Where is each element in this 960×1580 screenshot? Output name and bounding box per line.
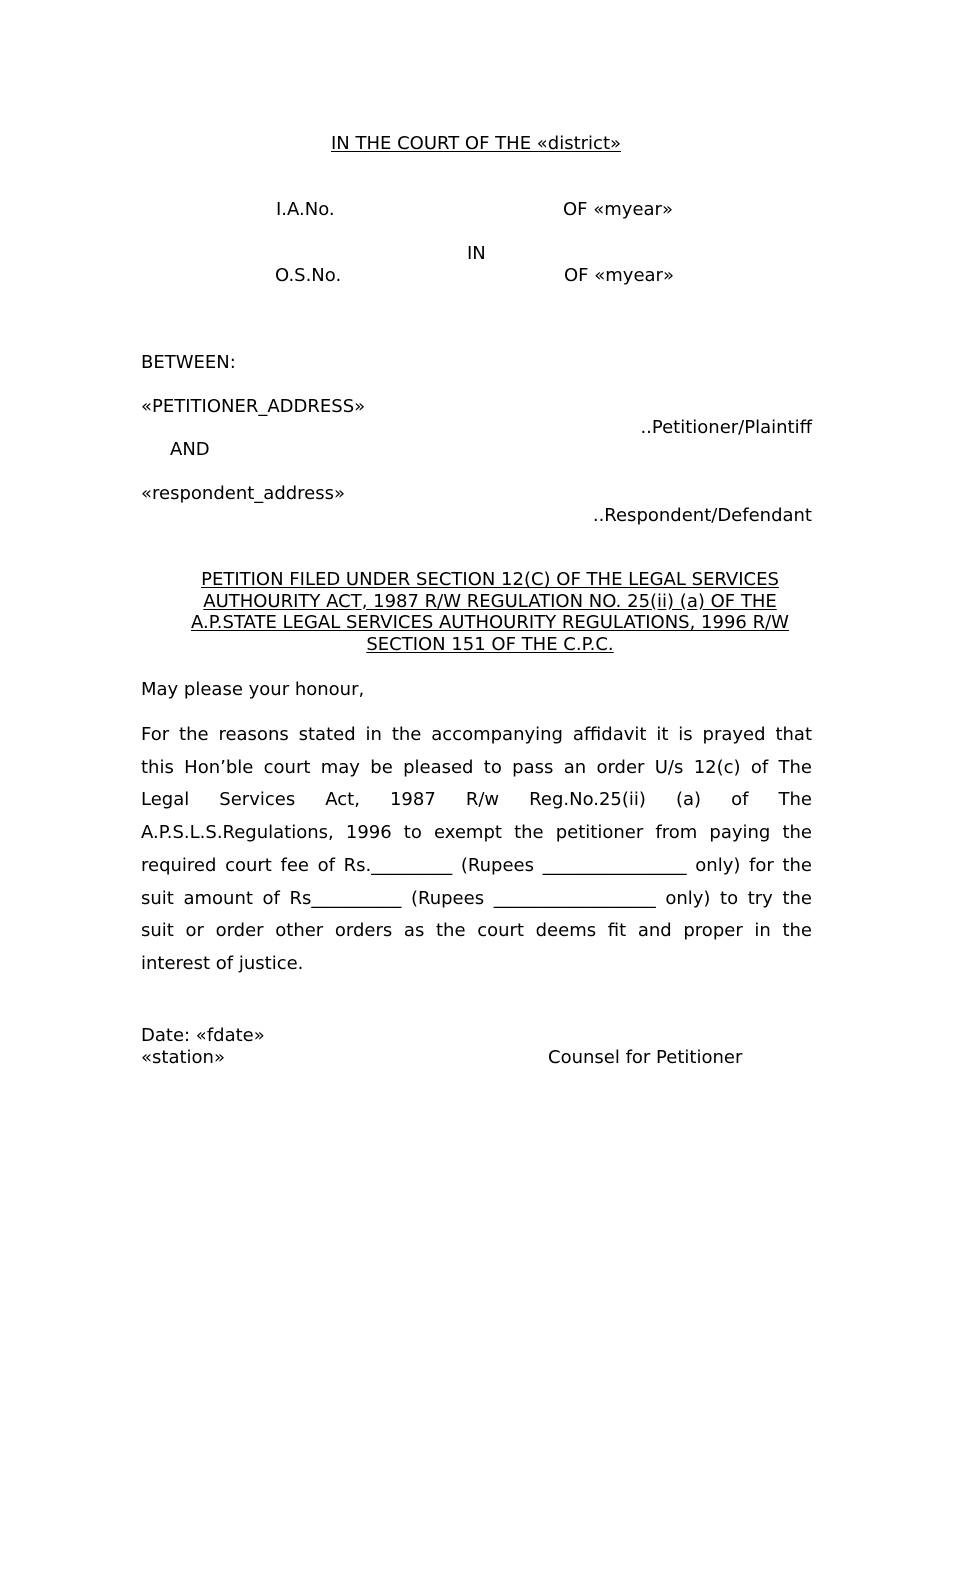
paragraph-line: A.P.S.L.S.Regulations, 1996 to exempt the petitioner from paying the [141,822,812,844]
petition-heading-line: AUTHOURITY ACT, 1987 R/W REGULATION NO. 25(ii) (a) OF THE [203,590,777,612]
paragraph-line: required court fee of Rs._________ (Rupees ________________ only) for the [141,854,812,876]
date-field: Date: «fdate» [141,1025,265,1046]
paragraph-line: Legal Services Act, 1987 R/w Reg.No.25(ii) (a) of The [141,789,812,811]
os-year-label: OF «myear» [564,265,674,286]
respondent-address: «respondent_address» [141,483,346,504]
in-connector: IN [467,243,486,264]
petition-heading-line: PETITION FILED UNDER SECTION 12(C) OF THE LEGAL SERVICES [201,569,779,590]
ia-year-label: OF «myear» [563,199,673,220]
paragraph-line: interest of justice. [141,952,304,974]
os-number-label: O.S.No. [275,265,342,286]
petition-heading-line: A.P.STATE LEGAL SERVICES AUTHOURITY REGULATIONS, 1996 R/W [191,612,789,633]
between-label: BETWEEN: [141,352,236,373]
petitioner-role: ..Petitioner/Plaintiff [640,417,812,438]
paragraph-line: suit or order other orders as the court deems fit and proper in the [141,920,812,942]
paragraph-line: For the reasons stated in the accompanying affidavit it is prayed that [141,724,812,745]
court-title: IN THE COURT OF THE «district» [330,133,622,154]
counsel-signature-label: Counsel for Petitioner [548,1047,743,1068]
prayer-paragraph [141,719,812,981]
petition-heading [160,569,820,655]
ia-number-label: I.A.No. [276,199,335,220]
and-label: AND [170,439,210,460]
station-field: «station» [141,1047,225,1068]
petitioner-address: «PETITIONER_ADDRESS» [141,396,366,417]
paragraph-line: suit amount of Rs__________ (Rupees __________________ only) to try the [141,887,812,909]
paragraph-line: this Hon’ble court may be pleased to pass an order U/s 12(c) of The [141,756,812,778]
salutation: May please your honour, [141,679,365,700]
respondent-role: ..Respondent/Defendant [592,505,812,526]
petition-heading-line: SECTION 151 OF THE C.P.C. [366,633,614,655]
